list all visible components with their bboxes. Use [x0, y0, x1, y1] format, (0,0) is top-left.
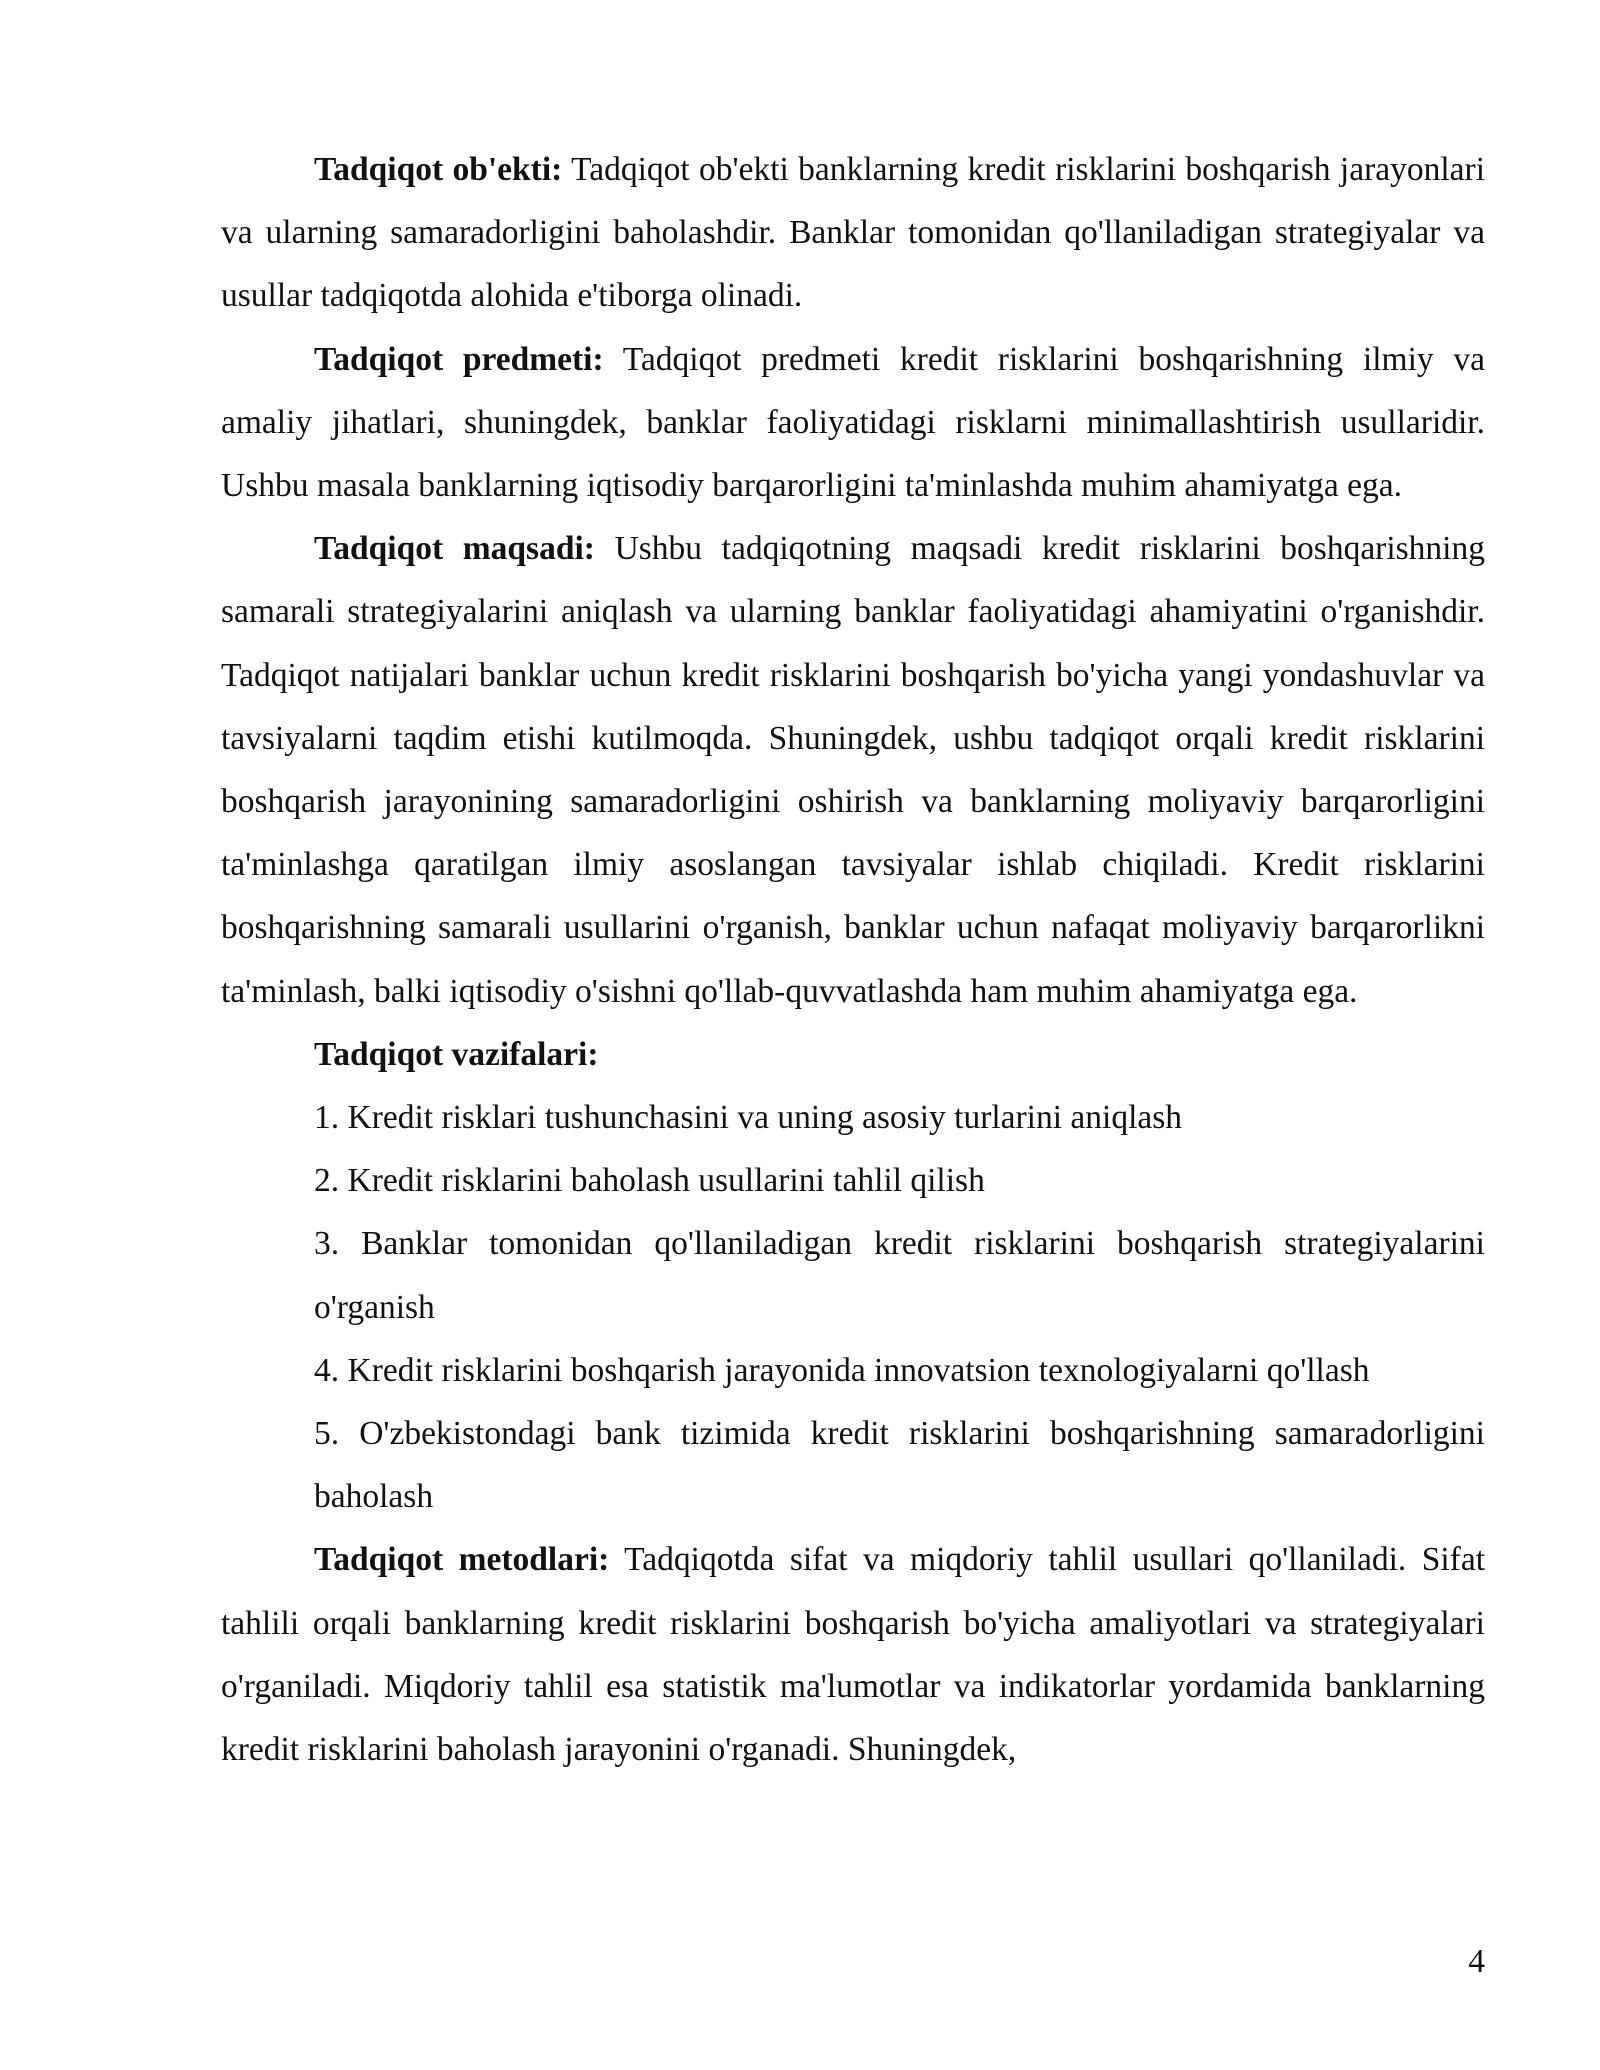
list-item: 2. Kredit risklarini baholash usullarini tahlil qilish	[314, 1162, 985, 1200]
page-number: 4	[1468, 1943, 1485, 1980]
list-item: 5. O'zbekistondagi bank tizimida kredit risklarini boshqarishning samaradorligini baholash	[314, 1415, 1485, 1516]
tasks-list	[221, 1086, 1485, 1528]
paragraph-subject	[221, 328, 1485, 518]
paragraph-text: Tadqiqotda sifat va miqdoriy tahlil usullari qo'llaniladi. Sifat tahlili orqali banklarning kredit risklarini boshqarish bo'yicha amaliyotlari va strategiyalari o'rganiladi. Miqdoriy tahlil esa statistik ma'lumotlar va indikatorlar yordamida banklarning kredit risklarini baholash jarayonini o'rganadi. Shuningdek,	[221, 1541, 1485, 1769]
paragraph-methods	[221, 1528, 1485, 1781]
paragraph-text: Tadqiqot predmeti kredit risklarini boshqarishning ilmiy va amaliy jihatlari, shuningdek, banklar faoliyatidagi risklarni minimallashtirish usullaridir. Ushbu masala banklarning iqtisodiy barqarorligini ta'minlashda muhim ahamiyatga ega.	[221, 340, 1485, 505]
paragraph-text: Tadqiqot ob'ekti banklarning kredit risklarini boshqarish jarayonlari va ularning samaradorligini baholashdir. Banklar tomonidan qo'llaniladigan strategiyalar va usullar tadqiqotda alohida e'tiborga olinadi.	[221, 151, 1485, 315]
list-item: 3. Banklar tomonidan qo'llaniladigan kredit risklarini boshqarish strategiyalarini o'rganish	[314, 1225, 1485, 1326]
paragraph-object	[221, 138, 1485, 328]
paragraph-label: Tadqiqot metodlari:	[314, 1541, 610, 1579]
tasks-heading: Tadqiqot vazifalari:	[314, 1035, 599, 1073]
list-item: 4. Kredit risklarini boshqarish jarayonida innovatsion texnologiyalarni qo'llash	[314, 1351, 1370, 1389]
paragraph-label: Tadqiqot ob'ekti:	[314, 151, 563, 188]
paragraph-text: Ushbu tadqiqotning maqsadi kredit risklarini boshqarishning samarali strategiyalarini aniqlash va ularning banklar faoliyatidagi ahamiyatini o'rganishdir. Tadqiqot natijalari banklar uchun kredit risklarini boshqarish bo'yicha yangi yondashuvlar va tavsiyalarni taqdim etishi kutilmoqda. Shuningdek, ushbu tadqiqot orqali kredit risklarini boshqarish jarayonining samaradorligini oshirish va banklarning moliyaviy barqarorligini ta'minlashga qaratilgan ilmiy asoslangan tavsiyalar ishlab chiqiladi. Kredit risklarini boshqarishning samarali usullarini o'rganish, banklar uchun nafaqat moliyaviy barqarorlikni ta'minlash, balki iqtisodiy o'sishni qo'llab-quvvatlashda ham muhim ahamiyatga ega.	[221, 530, 1485, 1010]
page-content	[221, 138, 1485, 1781]
paragraph-label: Tadqiqot predmeti:	[314, 340, 604, 378]
paragraph-label: Tadqiqot maqsadi:	[314, 530, 595, 568]
paragraph-goal	[221, 517, 1485, 1023]
list-item: 1. Kredit risklari tushunchasini va uning asosiy turlarini aniqlash	[314, 1099, 1183, 1137]
